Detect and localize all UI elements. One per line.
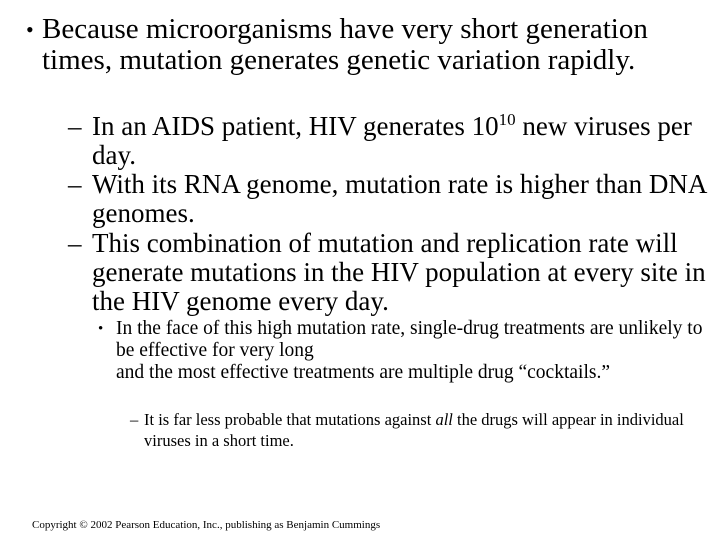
dash-icon: – — [68, 169, 82, 199]
bullet-text: Because microorganisms have very short generation times, mutation generates genetic variation rapidly. — [42, 13, 648, 76]
bullet-text — [92, 112, 708, 170]
dash-icon: – — [68, 111, 82, 141]
bullet-text — [116, 318, 708, 384]
bullet-item-level2 — [68, 112, 708, 170]
bullet-item-level2 — [68, 229, 708, 316]
emphasis: all — [435, 410, 453, 429]
bullet-text: With its RNA genome, mutation rate is higher than DNA genomes. — [92, 169, 706, 228]
copyright-footer: Copyright © 2002 Pearson Education, Inc., publishing as Benjamin Cummings — [32, 519, 381, 531]
exponent: 10 — [498, 110, 516, 129]
text-line: and the most effective treatments are multiple drug “cocktails.” — [116, 362, 610, 383]
bullet-item-level2 — [68, 170, 708, 228]
text-segment: new viruses per day. — [92, 111, 692, 170]
bullet-item-level1 — [20, 14, 700, 76]
text-line: In the face of this high mutation rate, single-drug treatments are unlikely to be effective for very long — [116, 318, 703, 361]
dash-icon: – — [130, 410, 139, 429]
bullet-dot-icon: • — [26, 17, 34, 42]
text-segment: It is far less probable that mutations against — [144, 410, 436, 429]
bullet-text — [144, 409, 700, 451]
bullet-text: This combination of mutation and replication rate will generate mutations in the HIV population at every site in the HIV genome every day. — [92, 228, 706, 316]
text-segment: the drugs will appear in individual viruses in a short time. — [144, 410, 684, 450]
dash-icon: – — [68, 228, 82, 258]
bullet-item-level4 — [130, 409, 700, 451]
bullet-dot-icon: • — [98, 321, 104, 337]
text-segment: In an AIDS patient, HIV generates 10 — [92, 111, 499, 141]
bullet-item-level3 — [98, 318, 708, 384]
